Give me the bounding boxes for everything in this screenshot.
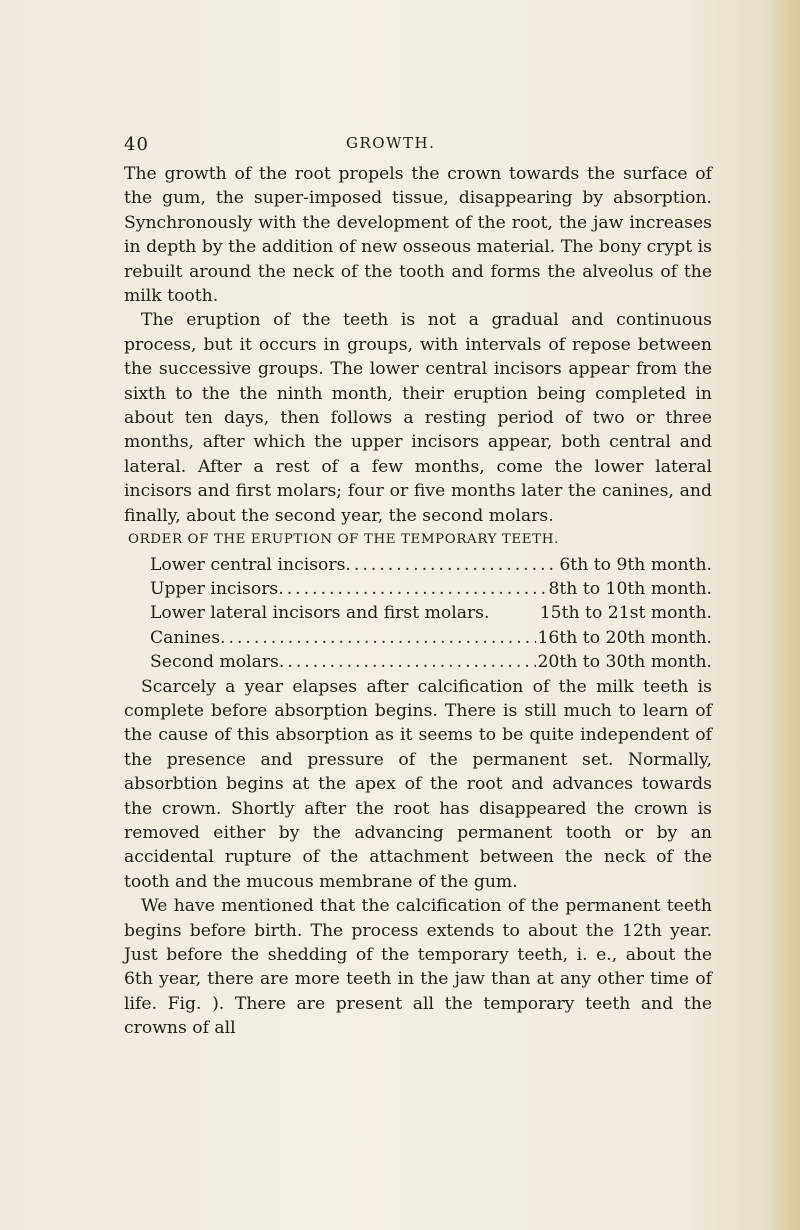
eruption-table — [124, 553, 712, 675]
tooth-name: Second molars — [150, 652, 279, 673]
book-page — [124, 134, 712, 1041]
dot-leader — [220, 626, 535, 650]
page-title: GROWTH. — [346, 134, 436, 152]
eruption-period: 15th to 21st month. — [539, 603, 712, 624]
running-head — [124, 134, 712, 162]
table-row — [124, 650, 712, 674]
table-row — [124, 626, 712, 650]
eruption-period: 6th to 9th month. — [559, 554, 712, 575]
page-number: 40 — [124, 134, 149, 155]
eruption-period: 16th to 20th month. — [537, 627, 712, 648]
page-edge-stain — [772, 0, 800, 1230]
dot-leader — [345, 553, 557, 577]
table-row — [124, 553, 712, 577]
tooth-name: Canines — [150, 627, 221, 648]
paragraph-root-growth: The growth of the root propels the crown towards the surface of the gum, the super-imposed tissue, disappearing by absorption. Synchronously with the development of the root, the jaw increases in depth by the addition of new osseous material. The bony crypt is rebuilt around the neck of the tooth and forms the alveolus of the milk tooth. — [124, 164, 712, 307]
eruption-period: 20th to 30th month. — [537, 652, 712, 673]
eruption-period: 8th to 10th month. — [548, 578, 712, 599]
paragraph-absorption: Scarcely a year elapses after calcification of the milk teeth is complete before absorption begins. There is still much to learn of the cause of this absorption as it seems to be quite independent of the presence and pressure of the permanent set. Normally, absorbtion begins at the apex of the root and advances towards the crown. Shortly after the root has disappeared the crown is removed either by the advancing permanent tooth or by an accidental rupture of the attachment between the neck of the tooth and the mucous membrane of the gum. — [124, 676, 712, 892]
paragraph-permanent-teeth: We have mentioned that the calcification of the permanent teeth begins before birth. The process extends to about the 12th year. Just before the shedding of the temporary teeth, i. e., about the 6th year, there are more teeth in the jaw than at any other time of life. Fig. ). There are present all the temporary teeth and the crowns of all — [124, 896, 712, 1039]
eruption-table-heading: ORDER OF THE ERUPTION OF THE TEMPORARY TEETH. — [128, 532, 559, 548]
dot-leader — [278, 577, 546, 601]
tooth-name: Lower central incisors — [150, 554, 346, 575]
table-row — [124, 601, 712, 625]
table-row — [124, 577, 712, 601]
tooth-name: Lower lateral incisors and first molars. — [150, 603, 490, 624]
paragraph-eruption-process: The eruption of the teeth is not a gradual and continuous process, but it occurs in groups, with intervals of repose between the successive groups. The lower central incisors appear from the sixth to the the ninth month, their eruption being completed in about ten days, then follows a resting period of two or three months, after which the upper incisors appear, both central and lateral. After a rest of a few months, come the lower lateral incisors and first molars; four or five months later the canines, and finally, about the second year, the second molars. — [124, 310, 712, 526]
tooth-name: Upper incisors — [150, 578, 279, 599]
dot-leader — [279, 650, 536, 674]
